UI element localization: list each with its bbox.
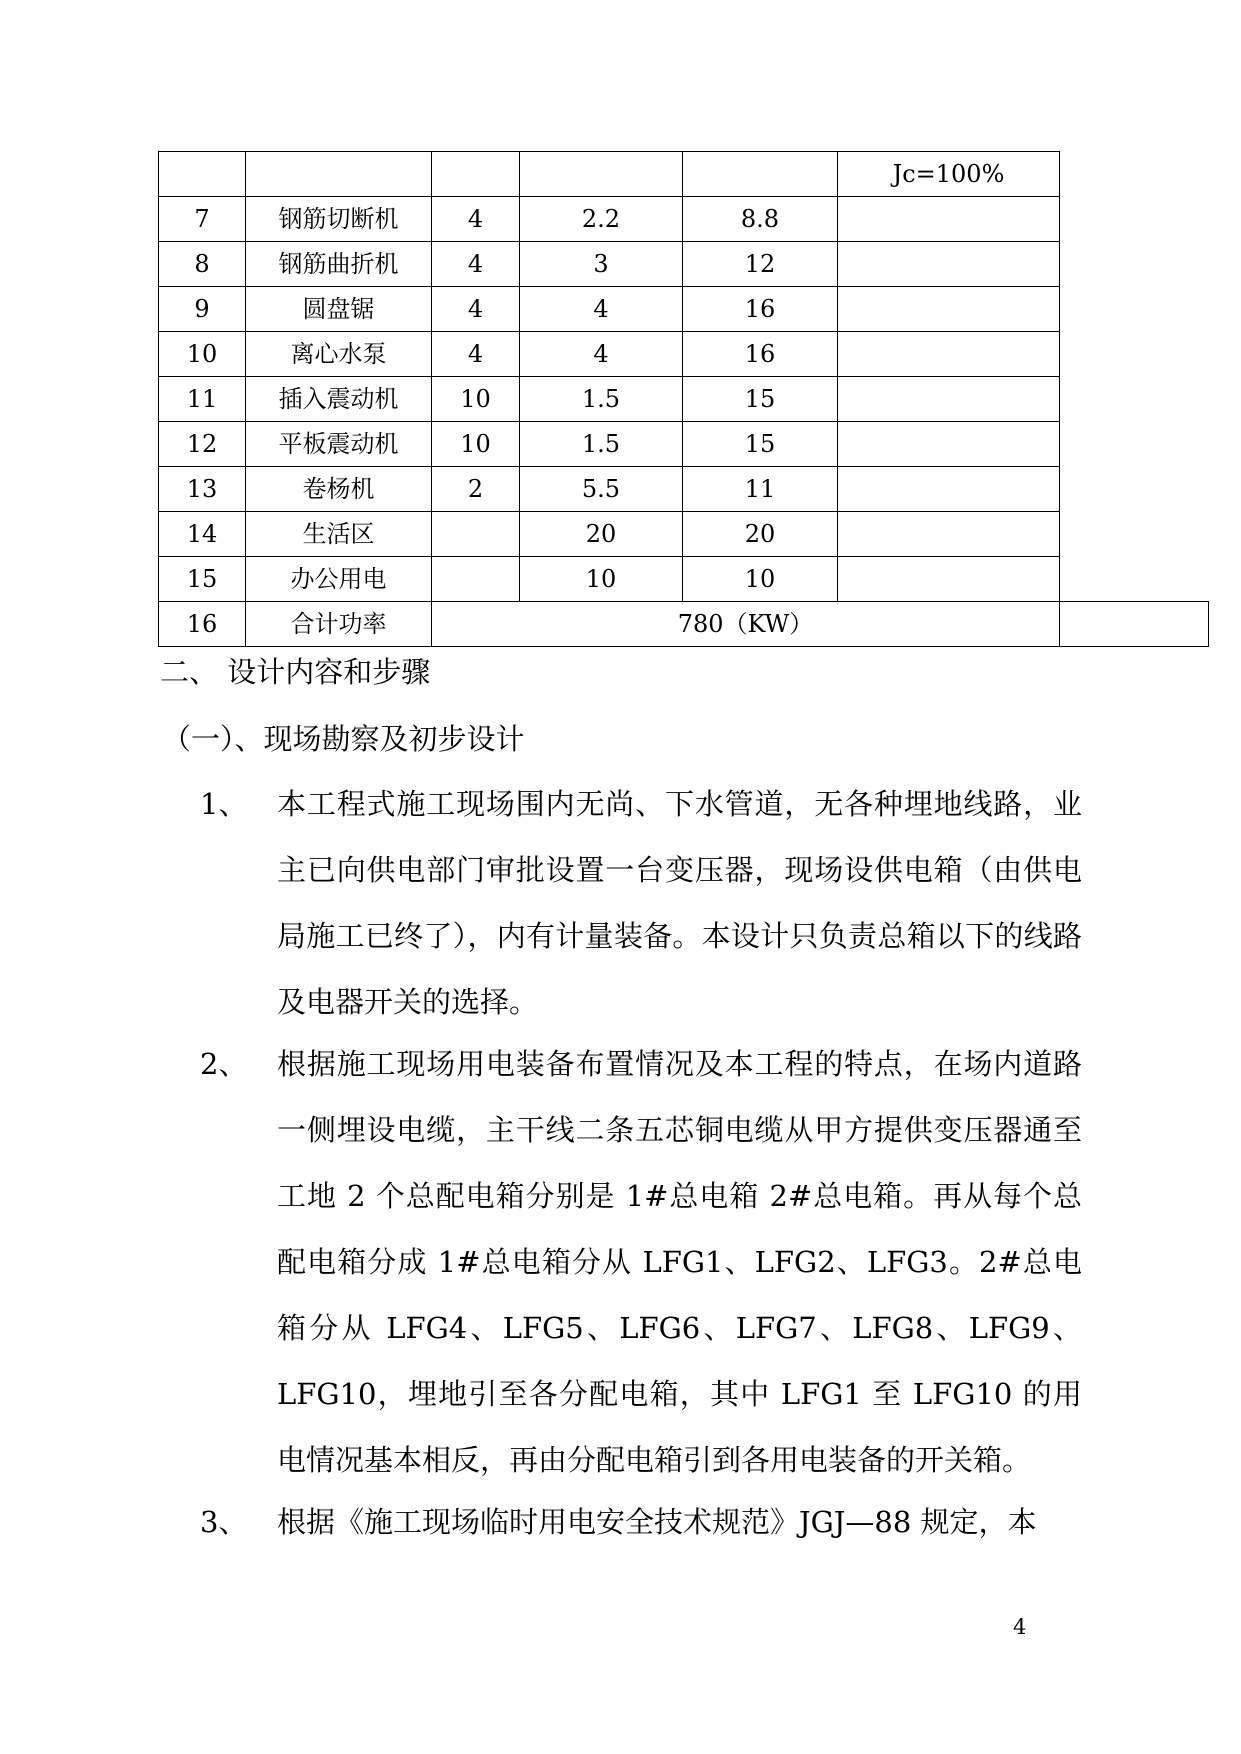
table-row <box>159 197 1209 242</box>
item-text: 根据《施工现场临时用电安全技术规范》JGJ—88 规定，本 <box>277 1505 1037 1539</box>
cell-remark <box>838 467 1060 512</box>
table-row <box>159 422 1209 467</box>
cell-unit-power: 4 <box>520 332 683 377</box>
cell-qty <box>432 512 520 557</box>
cell-unit-power: 1.5 <box>520 377 683 422</box>
cell-remark <box>838 377 1060 422</box>
item-number: 1、 <box>200 787 248 821</box>
cell-name: 平板震动机 <box>246 422 432 467</box>
cell-total-power: 11 <box>683 467 838 512</box>
cell-remark <box>838 287 1060 332</box>
item-text: 本工程式施工现场围内无尚、下水管道，无各种埋地线路，业主已向供电部门审批设置一台变压器，现场设供电箱（由供电局施工已终了），内有计量装备。本设计只负责总箱以下的线路及电器开关的选择。 <box>277 787 1082 1019</box>
cell-remark <box>838 557 1060 602</box>
cell-unit-power: 20 <box>520 512 683 557</box>
cell-blank <box>1060 602 1209 647</box>
table-row <box>159 242 1209 287</box>
table-row <box>159 332 1209 377</box>
list-item <box>200 771 1100 1035</box>
item-number: 2、 <box>200 1047 248 1081</box>
table-row-total <box>159 602 1209 647</box>
cell-qty: 4 <box>432 287 520 332</box>
cell-no: 9 <box>159 287 246 332</box>
item-number: 3、 <box>200 1505 248 1539</box>
page-number: 4 <box>1013 1615 1027 1639</box>
cell-name: 钢筋曲折机 <box>246 242 432 287</box>
cell-no: 10 <box>159 332 246 377</box>
table-row <box>159 152 1209 197</box>
cell-name: 合计功率 <box>246 602 432 647</box>
cell-qty: 4 <box>432 332 520 377</box>
cell-qty <box>432 557 520 602</box>
cell-name: 离心水泵 <box>246 332 432 377</box>
cell-no: 11 <box>159 377 246 422</box>
cell-remark <box>838 332 1060 377</box>
cell-total-power: 12 <box>683 242 838 287</box>
cell-qty: 4 <box>432 197 520 242</box>
equipment-power-table <box>158 151 1209 647</box>
cell-unit-power: 3 <box>520 242 683 287</box>
table-row <box>159 557 1209 602</box>
table-row <box>159 377 1209 422</box>
cell-name: 插入震动机 <box>246 377 432 422</box>
cell-unit-power: 5.5 <box>520 467 683 512</box>
cell-name: 卷杨机 <box>246 467 432 512</box>
cell-remark <box>838 422 1060 467</box>
cell-unit-power: 2.2 <box>520 197 683 242</box>
cell-qty: 10 <box>432 377 520 422</box>
cell-unit-power: 10 <box>520 557 683 602</box>
cell-name: 圆盘锯 <box>246 287 432 332</box>
total-power-value: 780（KW） <box>432 602 1060 647</box>
cell-total-power: 16 <box>683 287 838 332</box>
cell-no: 7 <box>159 197 246 242</box>
cell-name: 办公用电 <box>246 557 432 602</box>
cell-name: 生活区 <box>246 512 432 557</box>
cell-no: 15 <box>159 557 246 602</box>
cell-total-power: 8.8 <box>683 197 838 242</box>
cell-total-power: 15 <box>683 422 838 467</box>
cell-total-power: 20 <box>683 512 838 557</box>
subsection-heading: （一）、现场勘察及初步设计 <box>162 722 525 756</box>
cell-no: 16 <box>159 602 246 647</box>
cell-no: 14 <box>159 512 246 557</box>
item-text: 根据施工现场用电装备布置情况及本工程的特点，在场内道路一侧埋设电缆，主干线二条五芯铜电缆从甲方提供变压器通至工地 2 个总配电箱分别是 1#总电箱 2#总电箱。再从每个总配电箱分成 1#总电箱分从 LFG1、LFG2、LFG3。2#总电箱分从 LFG4、LFG5、LFG6、LFG7、LFG8、LFG9、LFG10，埋地引至各分配电箱，其中 LFG1 至 LFG10 的用电情况基本相反，再由分配电箱引到各用电装备的开关箱。 <box>277 1047 1082 1477</box>
cell-unit-power: 4 <box>520 287 683 332</box>
section-heading: 二、 设计内容和步骤 <box>160 655 431 689</box>
cell-no: 8 <box>159 242 246 287</box>
cell-remark <box>838 242 1060 287</box>
table-row <box>159 467 1209 512</box>
cell-no: 13 <box>159 467 246 512</box>
cell-total-power: 15 <box>683 377 838 422</box>
table-row <box>159 287 1209 332</box>
list-item <box>200 1031 1100 1493</box>
cell-total-power: 16 <box>683 332 838 377</box>
duty-cycle-note: Jc=100% <box>838 152 1060 197</box>
cell-unit-power: 1.5 <box>520 422 683 467</box>
table-row <box>159 512 1209 557</box>
cell-name: 钢筋切断机 <box>246 197 432 242</box>
cell-remark <box>838 197 1060 242</box>
list-item <box>200 1489 1100 1555</box>
cell-qty: 2 <box>432 467 520 512</box>
cell-qty: 10 <box>432 422 520 467</box>
cell-remark <box>838 512 1060 557</box>
cell-qty: 4 <box>432 242 520 287</box>
cell-total-power: 10 <box>683 557 838 602</box>
cell-no: 12 <box>159 422 246 467</box>
